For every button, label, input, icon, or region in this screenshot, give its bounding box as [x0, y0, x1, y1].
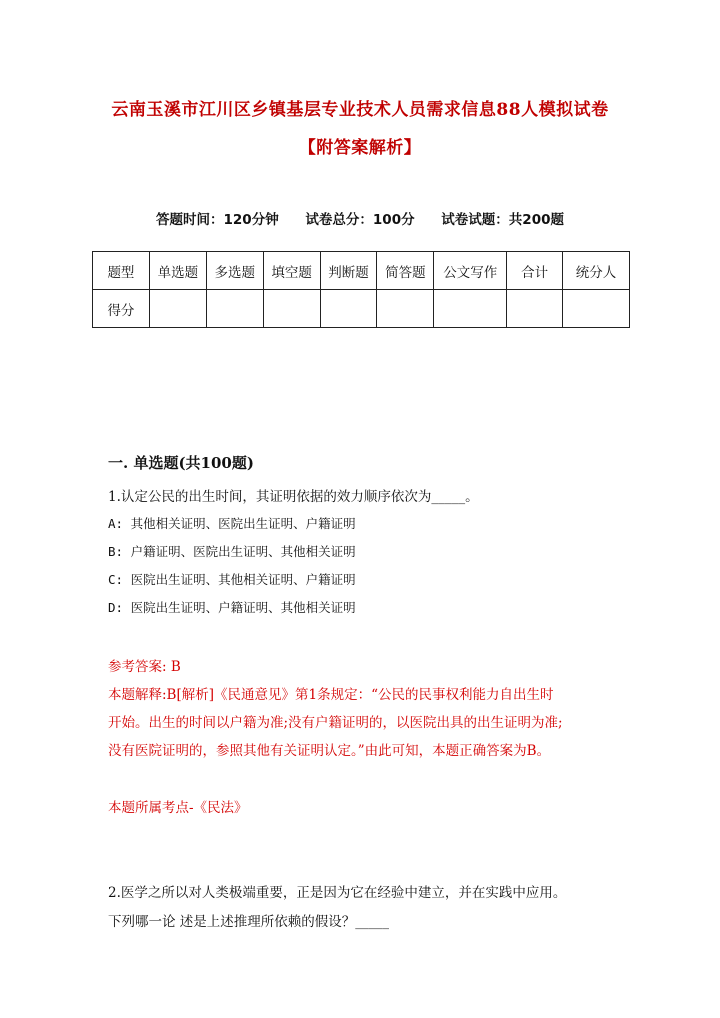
- question-1-option-d: D: 医院出生证明、户籍证明、其他相关证明: [108, 600, 356, 615]
- score-cell[interactable]: [507, 290, 563, 328]
- header-cell: 合计: [507, 252, 563, 290]
- header-cell: 题型: [93, 252, 150, 290]
- question-1-option-c: C: 医院出生证明、其他相关证明、户籍证明: [108, 572, 356, 587]
- question-1-explanation-line: 没有医院证明的，参照其他有关证明认定。”由此可知，本题正确答案为B。: [108, 743, 551, 759]
- row-label: 得分: [93, 290, 150, 328]
- question-1-explanation-line: 开始。出生的时间以户籍为准;没有户籍证明的，以医院出具的出生证明为准;: [108, 715, 563, 731]
- question-2-stem-line: 2.医学之所以对人类极端重要，正是因为它在经验中建立，并在实践中应用。: [108, 885, 567, 901]
- question-2-stem-line: 下列哪一论 述是上述推理所依赖的假设？_____: [108, 914, 390, 930]
- score-cell[interactable]: [320, 290, 377, 328]
- score-table: [92, 251, 630, 328]
- score-cell[interactable]: [434, 290, 507, 328]
- question-1-explanation-line: 本题解释:B[解析]《民通意见》第1条规定：“公民的民事权利能力自出生时: [108, 687, 554, 703]
- score-table-score-row: [93, 290, 630, 328]
- question-count: 试卷试题：共200题: [441, 212, 564, 228]
- header-cell: 单选题: [149, 252, 206, 290]
- header-cell: 简答题: [377, 252, 434, 290]
- score-cell[interactable]: [563, 290, 630, 328]
- score-cell[interactable]: [377, 290, 434, 328]
- score-table-header-row: [93, 252, 630, 290]
- header-cell: 判断题: [320, 252, 377, 290]
- question-1-stem: 1.认定公民的出生时间，其证明依据的效力顺序依次为_____。: [108, 489, 479, 505]
- score-cell[interactable]: [263, 290, 320, 328]
- header-cell: 公文写作: [434, 252, 507, 290]
- section-heading: 一. 单选题(共100题): [108, 454, 254, 472]
- score-cell[interactable]: [206, 290, 263, 328]
- exam-subtitle: 【附答案解析】: [298, 138, 422, 158]
- exam-meta: [0, 208, 720, 228]
- score-cell[interactable]: [149, 290, 206, 328]
- exam-title: 云南玉溪市江川区乡镇基层专业技术人员需求信息88人模拟试卷: [111, 100, 609, 120]
- header-cell: 多选题: [206, 252, 263, 290]
- question-1-option-b: B: 户籍证明、医院出生证明、其他相关证明: [108, 544, 356, 559]
- question-1-topic: 本题所属考点-《民法》: [108, 800, 248, 816]
- question-1-option-a: A: 其他相关证明、医院出生证明、户籍证明: [108, 516, 356, 531]
- total-score: 试卷总分：100分: [305, 212, 415, 228]
- header-cell: 统分人: [563, 252, 630, 290]
- header-cell: 填空题: [263, 252, 320, 290]
- question-1-answer: 参考答案: B: [108, 659, 181, 675]
- answer-time: 答题时间：120分钟: [156, 212, 279, 228]
